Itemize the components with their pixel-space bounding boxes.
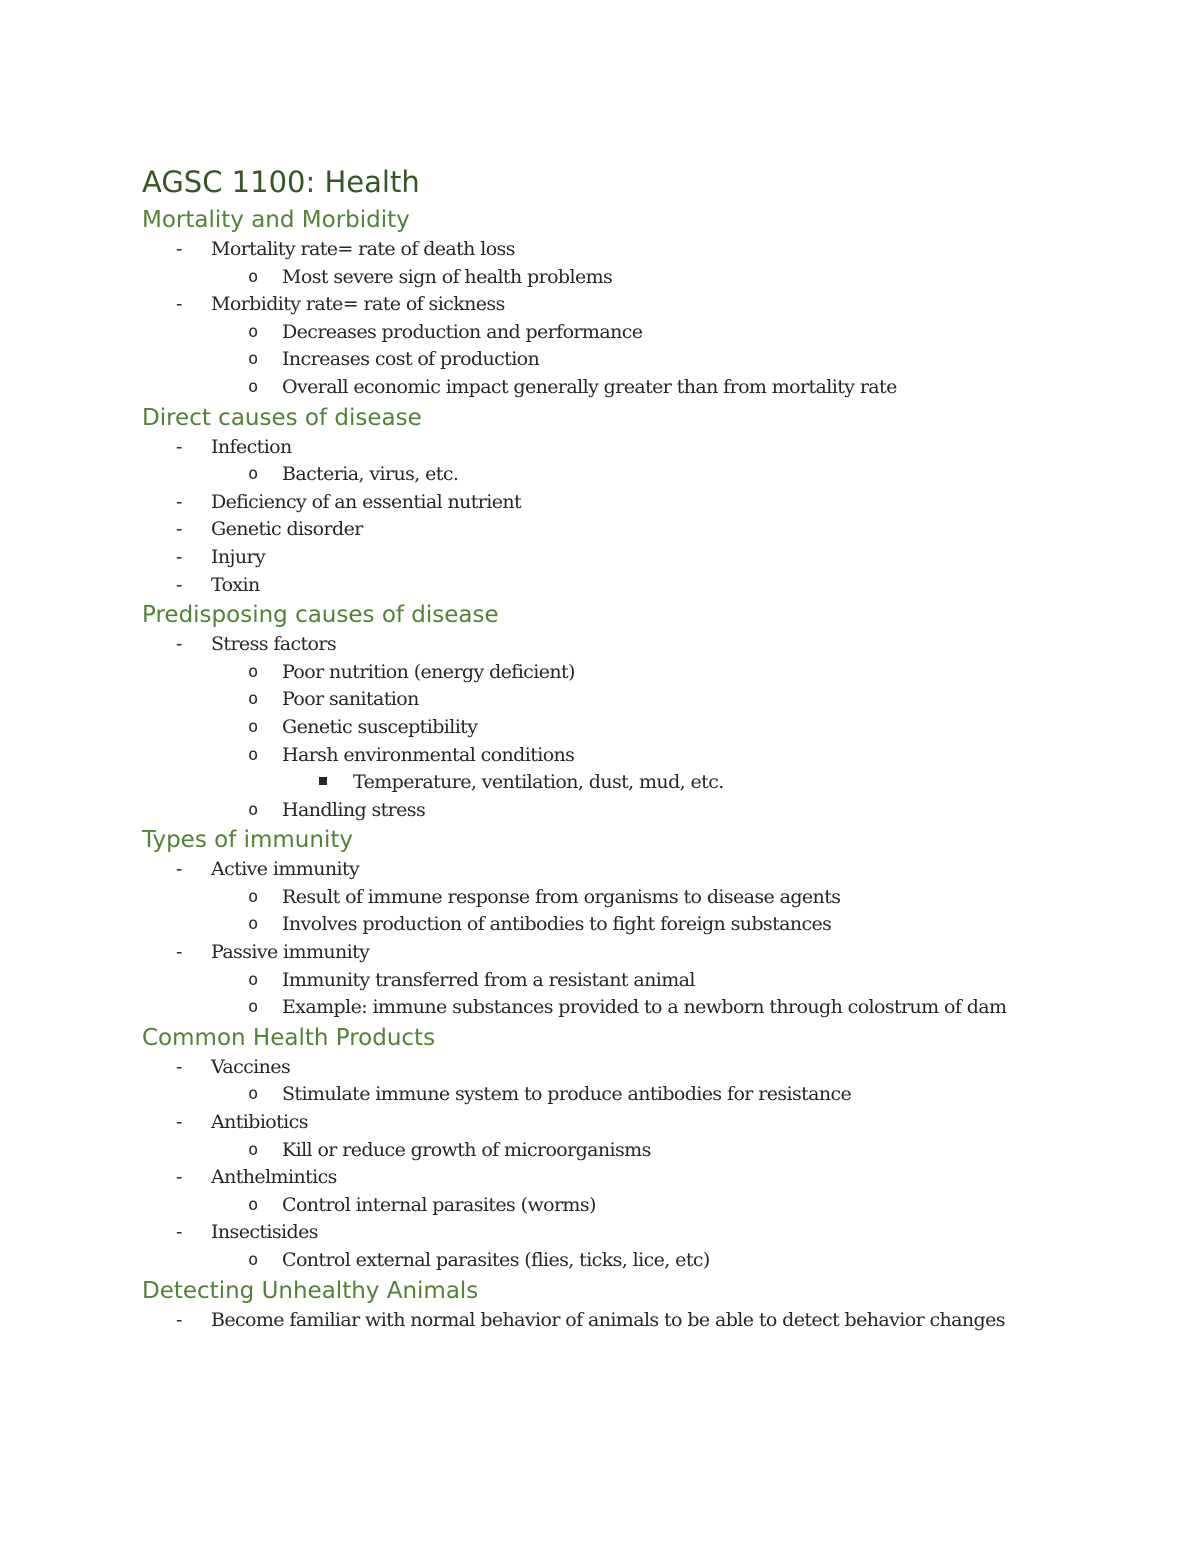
document-title: AGSC 1100: Health (142, 165, 420, 199)
list-item-text: Anthelmintics (211, 1166, 337, 1189)
section-heading: Detecting Unhealthy Animals (142, 1277, 479, 1304)
circle-bullet-icon: o (248, 886, 258, 907)
dash-bullet-icon: - (176, 1111, 182, 1134)
list-item-text: Insectisides (211, 1221, 318, 1244)
list-item-text: Active immunity (211, 858, 360, 881)
list-item-level-2 (142, 994, 1102, 1022)
circle-bullet-icon: o (248, 997, 258, 1018)
list-item-text: Stimulate immune system to produce antibodies for resistance (282, 1083, 852, 1106)
circle-bullet-icon: o (248, 1139, 258, 1160)
list-item-text: Stress factors (211, 633, 337, 656)
list-item-level-2 (142, 461, 1102, 489)
list-item-level-2 (142, 911, 1102, 939)
list-item-text: Control internal parasites (worms) (282, 1193, 596, 1216)
list-item-level-1 (142, 631, 1102, 659)
circle-bullet-icon: o (248, 661, 258, 682)
dash-bullet-icon: - (176, 633, 182, 656)
list-item-level-2 (142, 659, 1102, 687)
circle-bullet-icon: o (248, 799, 258, 820)
dash-bullet-icon: - (176, 545, 182, 568)
list-item-level-1 (142, 544, 1102, 572)
list-item-text: Injury (211, 545, 266, 568)
dash-bullet-icon: - (176, 1055, 182, 1078)
list-item-level-1 (142, 434, 1102, 462)
section-heading: Predisposing causes of disease (142, 602, 499, 629)
section (142, 1022, 1102, 1275)
circle-bullet-icon: o (248, 376, 258, 397)
dash-bullet-icon: - (176, 573, 182, 596)
list-item-level-1 (142, 516, 1102, 544)
section-heading: Mortality and Morbidity (142, 207, 410, 233)
list-item-text: Poor nutrition (energy deficient) (282, 660, 575, 683)
circle-bullet-icon: o (248, 349, 258, 370)
list-item-level-2 (142, 1081, 1102, 1109)
list-item-level-2 (142, 319, 1102, 347)
list-item-level-1 (142, 1307, 1102, 1335)
list-item-text: Toxin (211, 573, 260, 596)
list-item-text: Control external parasites (flies, ticks, lice, etc) (282, 1249, 710, 1271)
section (142, 824, 1102, 1022)
circle-bullet-icon: o (248, 744, 258, 765)
list-item-level-1 (142, 489, 1102, 517)
list-item-text: Mortality rate= rate of death loss (211, 238, 515, 260)
dash-bullet-icon: - (176, 238, 182, 260)
list-item-level-1 (142, 1054, 1102, 1082)
list-item-level-1 (142, 291, 1102, 319)
dash-bullet-icon: - (176, 490, 182, 513)
list-item-level-2 (142, 797, 1102, 825)
square-bullet-icon (319, 769, 343, 795)
list-item-text: Antibiotics (211, 1111, 308, 1134)
section (142, 599, 1102, 824)
document-page (142, 160, 1102, 1334)
circle-bullet-icon: o (248, 969, 258, 990)
list-item-level-2 (142, 967, 1102, 995)
circle-bullet-icon: o (248, 321, 258, 342)
list-item-text: Immunity transferred from a resistant animal (282, 968, 695, 991)
list-item-text: Deficiency of an essential nutrient (211, 490, 522, 513)
list-item-level-1 (142, 1164, 1102, 1192)
list-item-text: Genetic susceptibility (282, 715, 478, 738)
list-item-level-2 (142, 714, 1102, 742)
list-item-text: Vaccines (211, 1055, 291, 1078)
list-item-text: Harsh environmental conditions (282, 743, 575, 766)
list-item-text: Bacteria, virus, etc. (282, 463, 459, 486)
document-body (142, 204, 1102, 1334)
list-item-text: Poor sanitation (282, 688, 419, 711)
list-item-level-1 (142, 236, 1102, 264)
circle-bullet-icon: o (248, 464, 258, 485)
dash-bullet-icon: - (176, 858, 182, 881)
circle-bullet-icon: o (248, 1250, 258, 1270)
list-item-level-1 (142, 1109, 1102, 1137)
list-item-text: Result of immune response from organisms to disease agents (282, 885, 841, 908)
circle-bullet-icon: o (248, 1084, 258, 1105)
dash-bullet-icon: - (176, 293, 182, 316)
list-item-text: Example: immune substances provided to a newborn through colostrum of dam (282, 996, 1007, 1019)
list-item-text: Increases cost of production (282, 348, 540, 371)
dash-bullet-icon: - (176, 1308, 182, 1331)
list-item-text: Morbidity rate= rate of sickness (211, 293, 505, 316)
dash-bullet-icon: - (176, 518, 182, 541)
section-heading: Direct causes of disease (142, 404, 422, 431)
list-item-text: Temperature, ventilation, dust, mud, etc. (353, 771, 724, 794)
list-item-level-2 (142, 1137, 1102, 1165)
section (142, 1275, 1102, 1335)
list-item-text: Genetic disorder (211, 518, 363, 541)
list-item-text: Decreases production and performance (282, 320, 643, 343)
list-item-level-2 (142, 374, 1102, 402)
dash-bullet-icon: - (176, 1166, 182, 1189)
circle-bullet-icon: o (248, 689, 258, 710)
circle-bullet-icon: o (248, 1194, 258, 1215)
section (142, 204, 1102, 402)
list-item-level-2 (142, 264, 1102, 292)
circle-bullet-icon: o (248, 266, 258, 287)
list-item-text: Overall economic impact generally greater than from mortality rate (282, 375, 897, 398)
list-item-level-2 (142, 686, 1102, 714)
dash-bullet-icon: - (176, 1221, 182, 1244)
section-heading: Common Health Products (142, 1024, 436, 1051)
list-item-text: Kill or reduce growth of microorganisms (282, 1138, 651, 1161)
dash-bullet-icon: - (176, 941, 182, 964)
circle-bullet-icon: o (248, 716, 258, 737)
section (142, 402, 1102, 600)
list-item-text: Passive immunity (211, 941, 370, 964)
list-item-text: Most severe sign of health problems (282, 265, 613, 288)
list-item-text: Become familiar with normal behavior of animals to be able to detect behavior changes (211, 1308, 1005, 1331)
list-item-level-1 (142, 1219, 1102, 1247)
list-item-level-1 (142, 856, 1102, 884)
list-item-level-3 (142, 769, 1102, 797)
dash-bullet-icon: - (176, 435, 182, 458)
list-item-level-2 (142, 742, 1102, 770)
list-item-level-2 (142, 884, 1102, 912)
section-heading: Types of immunity (142, 827, 353, 854)
list-item-level-2 (142, 346, 1102, 374)
list-item-text: Involves production of antibodies to fight foreign substances (282, 913, 832, 936)
list-item-level-1 (142, 939, 1102, 967)
circle-bullet-icon: o (248, 914, 258, 935)
list-item-text: Handling stress (282, 798, 426, 821)
list-item-level-2 (142, 1192, 1102, 1220)
list-item-level-2 (142, 1247, 1102, 1275)
list-item-text: Infection (211, 435, 292, 458)
list-item-level-1 (142, 572, 1102, 600)
